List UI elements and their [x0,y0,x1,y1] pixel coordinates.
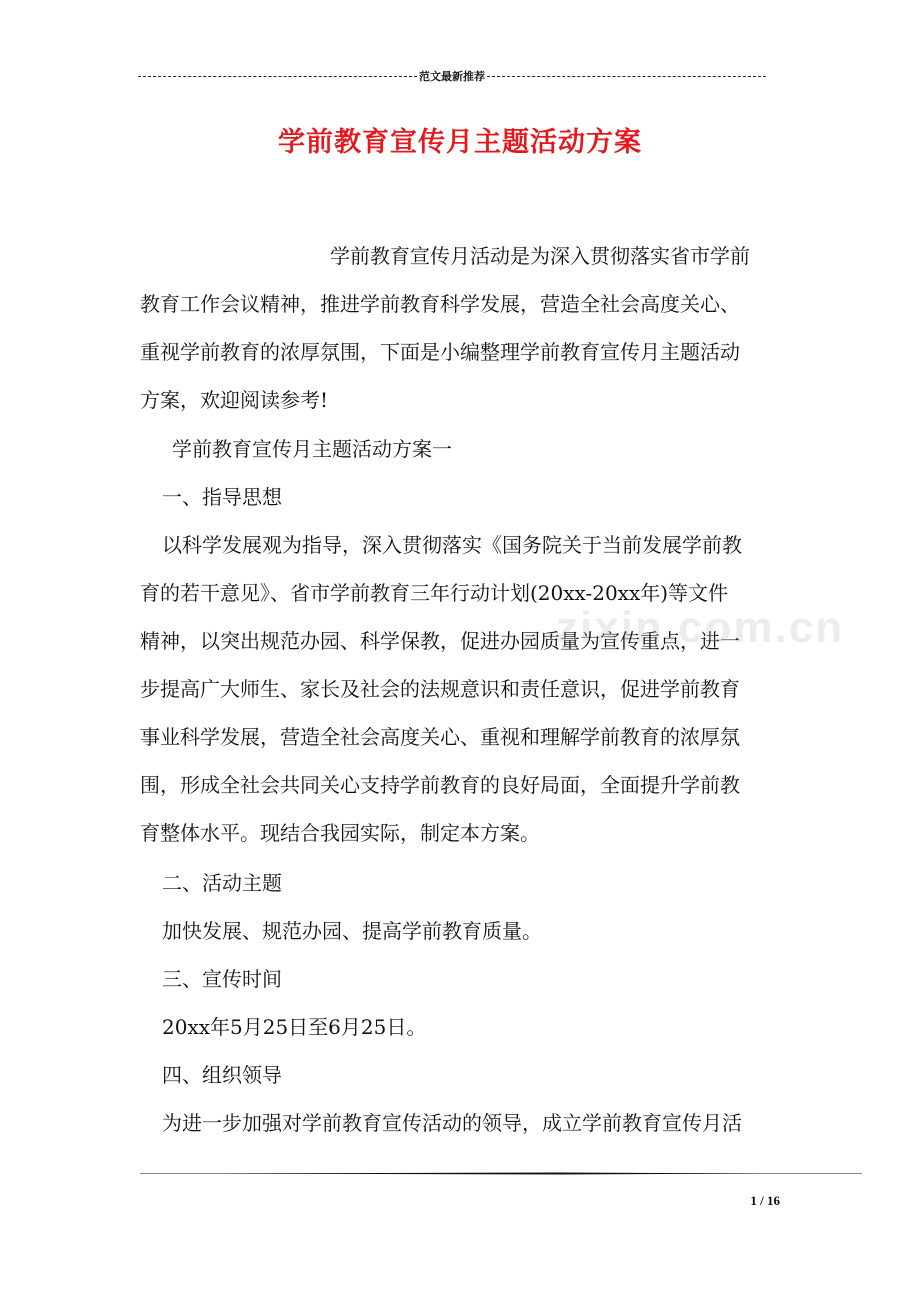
section-body-2: 加快发展、规范办园、提高学前教育质量。 [162,919,542,943]
section1-line: 精神，以突出规范办园、科学保教，促进办园质量为宣传重点，进一 [140,629,740,653]
section-heading-4: 四、组织领导 [162,1063,282,1087]
intro-line: 学前教育宣传月活动是为深入贯彻落实省市学前 [330,244,750,268]
footer-rule [140,1172,862,1175]
page-header [138,68,766,84]
plan-subtitle: 学前教育宣传月主题活动方案一 [172,437,452,461]
header-dash-right [487,76,766,77]
section1-line: 步提高广大师生、家长及社会的法规意识和责任意识，促进学前教育 [140,677,740,701]
section1-line: 育的若干意见》、省市学前教育三年行动计划(20xx-20xx年)等文件 [140,581,729,605]
header-dash-left [138,76,417,77]
watermark: zixin.com.cn [556,603,845,652]
section1-line: 事业科学发展，营造全社会高度关心、重视和理解学前教育的浓厚氛 [140,725,740,749]
intro-paragraph [140,232,790,424]
section1-line: 围，形成全社会共同关心支持学前教育的良好局面，全面提升学前教 [140,773,740,797]
header-label: 范文最新推荐 [419,71,485,83]
section1-line: 育整体水平。现结合我园实际，制定本方案。 [140,821,540,845]
intro-line: 方案，欢迎阅读参考! [140,388,329,412]
document-title: 学前教育宣传月主题活动方案 [278,127,642,158]
section-heading-2: 二、活动主题 [162,871,282,895]
page-number: 1 / 16 [750,1193,780,1208]
intro-line: 教育工作会议精神，推进学前教育科学发展，营造全社会高度关心、 [140,292,740,316]
section1-line: 以科学发展观为指导，深入贯彻落实《国务院关于当前发展学前教 [162,533,742,557]
section-body-4: 为进一步加强对学前教育宣传活动的领导，成立学前教育宣传月活 [162,1111,742,1135]
section-heading-1: 一、指导思想 [162,485,282,509]
intro-line: 重视学前教育的浓厚氛围，下面是小编整理学前教育宣传月主题活动 [140,340,740,364]
section-body-3: 20xx年5月25日至6月25日。 [162,1015,427,1039]
section-body-1 [140,521,790,857]
section-heading-3: 三、宣传时间 [162,967,282,991]
